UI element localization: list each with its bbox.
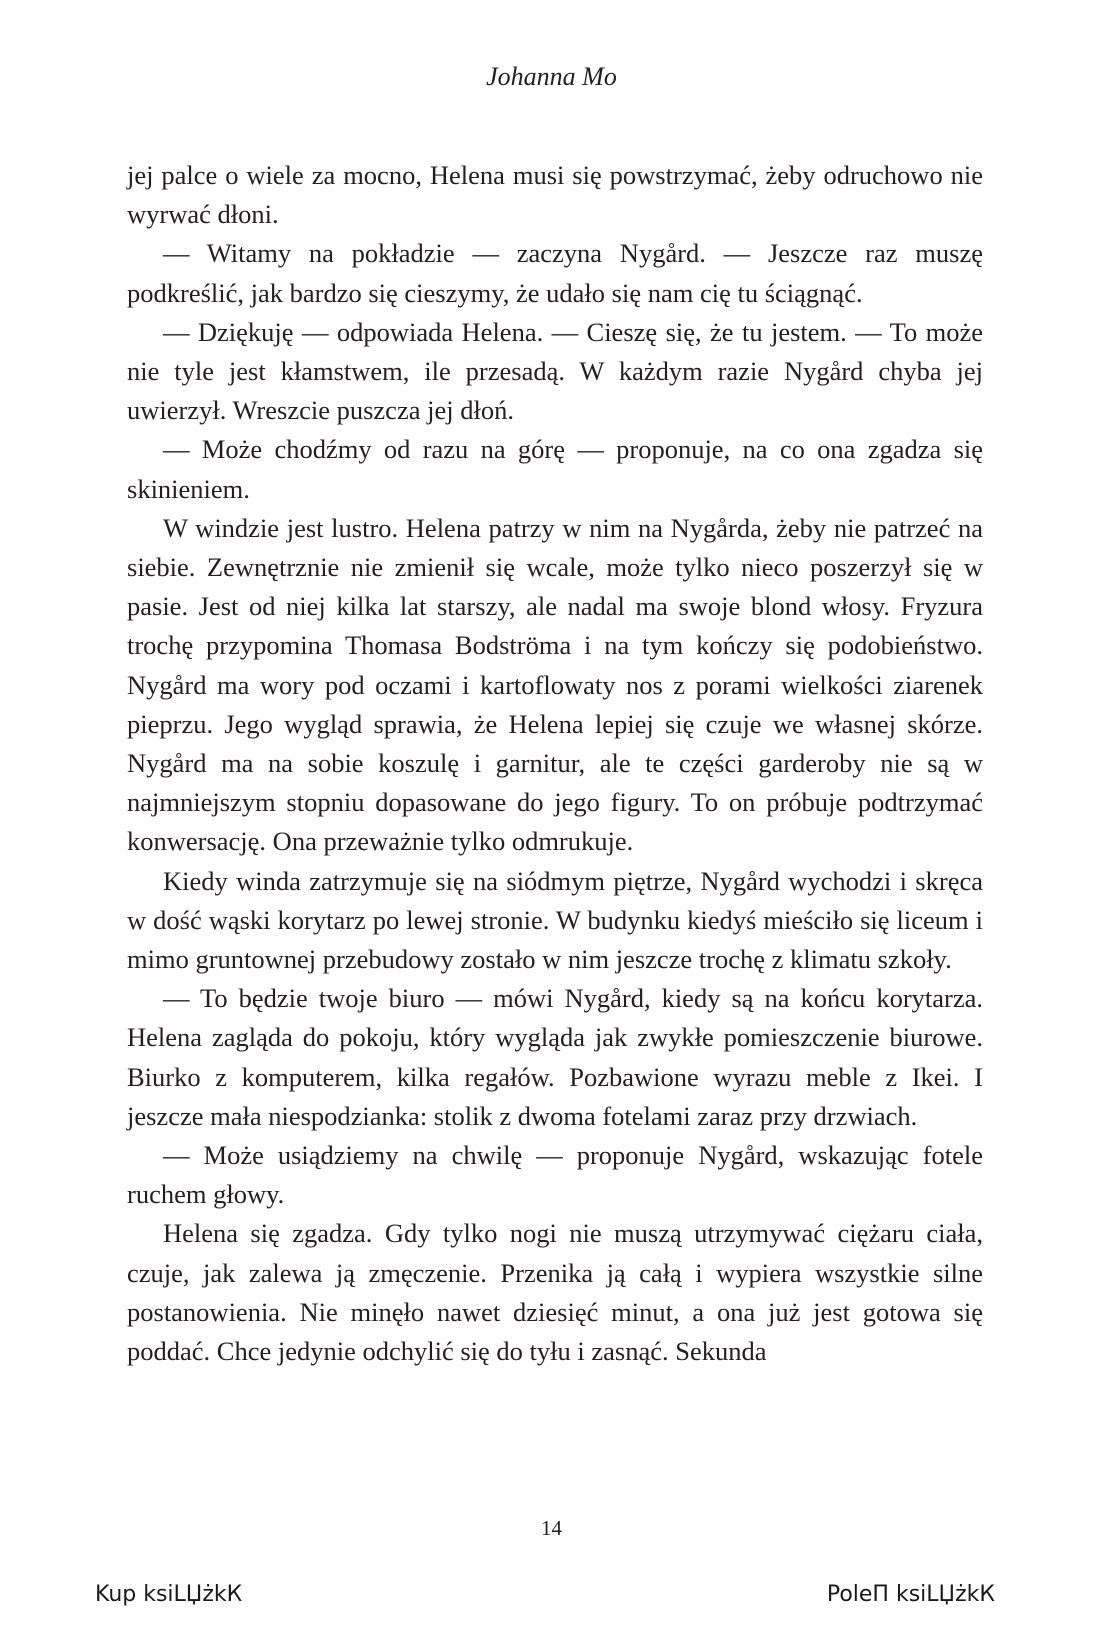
paragraph-3: — Dziękuję — odpowiada Helena. — Cieszę się, że tu jestem. — To może nie tyle jest kłamstwem, ile przesadą. W każdym razie Nygård chyba jej uwierzył. Wreszcie puszcza jej dłoń. (127, 316, 983, 426)
paragraph-7: — To będzie twoje biuro — mówi Nygård, kiedy są na końcu korytarza. Helena zagląda do pokoju, który wygląda jak zwykłe pomieszczenie biurowe. Biurko z komputerem, kilka regałów. Pozbawione wyrazu meble z Ikei. I jeszcze mała niespodzianka: stolik z dwoma fotelami zaraz przy drzwiach. (127, 983, 983, 1131)
paragraph-8: — Może usiądziemy na chwilę — proponuje Nygård, wskazując fotele ruchem głowy. (127, 1140, 983, 1210)
paragraph-6: Kiedy winda zatrzymuje się na siódmym piętrze, Nygård wychodzi i skręca w dość wąski korytarz po lewej stronie. W budynku kiedyś mieściło się liceum i mimo gruntownej przebudowy zostało w nim jeszcze trochę z klimatu szkoły. (127, 865, 983, 975)
paragraph-5: W windzie jest lustro. Helena patrzy w nim na Nygårda, żeby nie patrzeć na siebie. Zewnętrznie nie zmienił się wcale, może tylko nieco poszerzył się w pasie. Jest od niej kilka lat starszy, ale nadal ma swoje blond włosy. Fryzura trochę przypomina Thomasa Bodströma i na tym kończy się podobieństwo. Nygård ma wory pod oczami i kartoflowaty nos z porami wielkości ziarenek pieprzu. Jego wygląd sprawia, że Helena lepiej się czuje we własnej skórze. Nygård ma na sobie koszulę i garnitur, ale te części garderoby nie są w najmniejszym stopniu dopasowane do jego figury. To on próbuje podtrzymać konwersację. Ona przeważnie tylko odmrukuje. (127, 512, 983, 857)
paragraph-4: — Może chodźmy od razu na górę — proponuje, na co ona zgadza się skinieniem. (127, 434, 983, 504)
body-text (127, 156, 983, 1371)
recommend-book-link[interactable]: PoleП ksiLЏżkК (826, 1582, 995, 1607)
paragraph-9: Helena się zgadza. Gdy tylko nogi nie muszą utrzymywać ciężaru ciała, czuje, jak zalewa ją zmęczenie. Przenika ją całą i wypiera wszystkie silne postanowienia. Nie minęło nawet dziesięć minut, a ona już jest gotowa się poddać. Chce jedynie odchylić się do tyłu i zasnąć. Sekunda (127, 1218, 983, 1367)
paragraph-2: — Witamy na pokładzie — zaczyna Nygård. — Jeszcze raz muszę podkreślić, jak bardzo się cieszymy, że udało się nam cię tu ściągnąć. (127, 238, 983, 308)
buy-book-link[interactable]: Kup ksiLЏżkК (95, 1582, 243, 1607)
paragraph-1: jej palce o wiele za mocno, Helena musi się powstrzymać, żeby odruchowo nie wyrwać dłoni. (127, 160, 983, 230)
running-header-author: Johanna Mo (486, 62, 617, 91)
page-number: 14 (541, 1516, 562, 1540)
